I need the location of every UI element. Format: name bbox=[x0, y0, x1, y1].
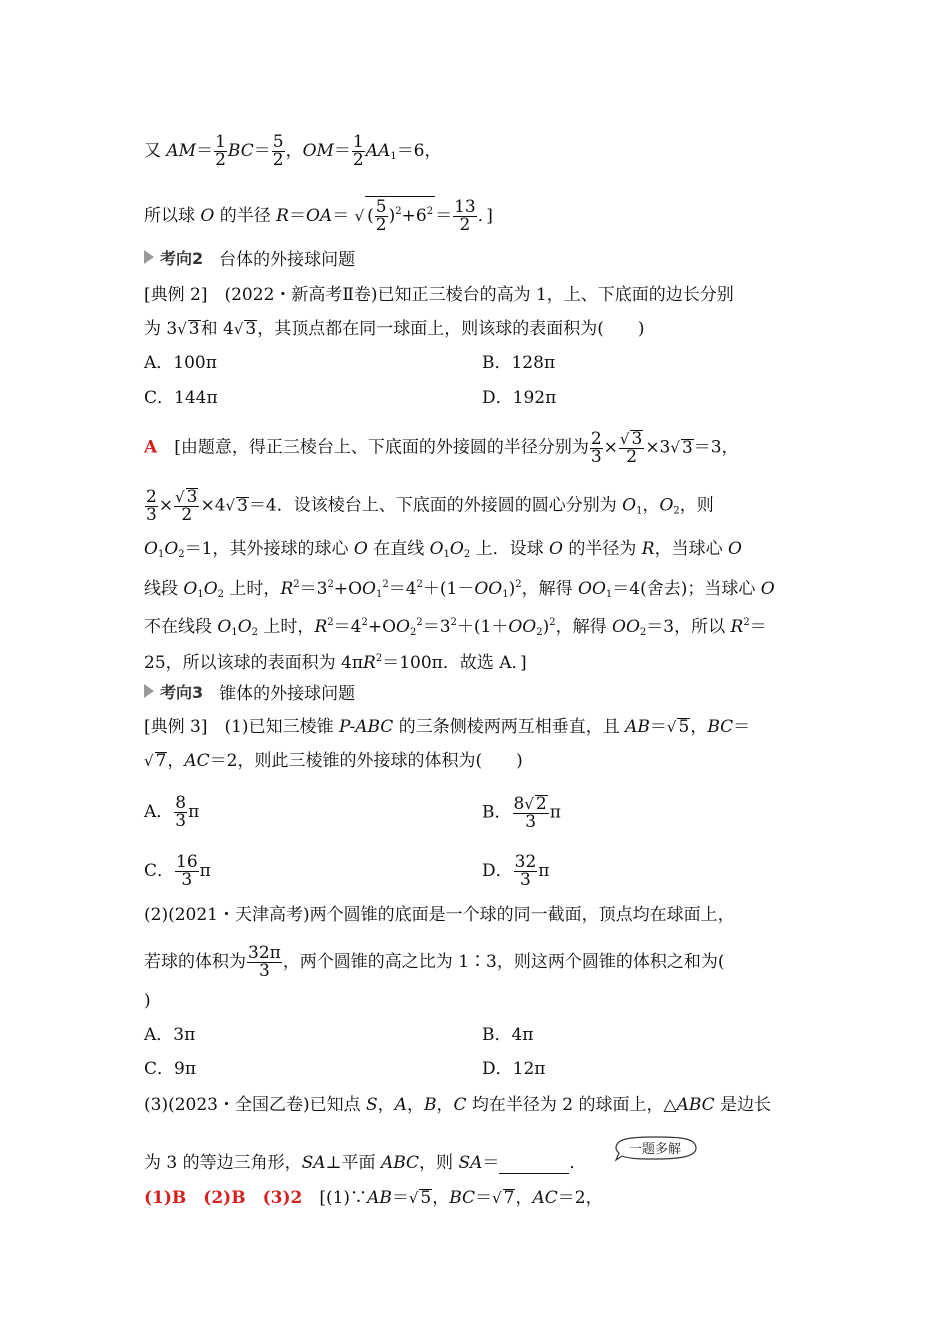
ex3-option-d: D． $\frac{32}{3}$ π bbox=[482, 852, 550, 890]
triangle-marker-icon bbox=[144, 684, 154, 698]
solution2-line5: 不在线段 $O_1O_2$ 上时，$R^2=4^2+OO_2^2=3^2+(1+OO_2)^2$，解得 $OO_2=3$，所以 $R^2=$ bbox=[144, 617, 767, 638]
example3-2-line2: 若球的体积为 $\frac{32\pi}{3}$ ，两个圆锥的高之比为 1∶3，则这两个圆锥的体积之和为( bbox=[144, 943, 725, 981]
triangle-marker-icon bbox=[144, 250, 154, 264]
option-b: B．128π bbox=[482, 353, 556, 373]
example3-3-line1: (3)(2023・全国乙卷)已知点 S，A，B，C 均在半径为 2 的球面上，△ABC 是边长 bbox=[144, 1095, 772, 1115]
ex3b-option-b: B．4π bbox=[482, 1025, 534, 1045]
example3-3-line2: 为 3 的等边三角形，SA⊥平面 ABC，则 SA＝ ． bbox=[144, 1153, 587, 1173]
solution2-line6: 25，所以该球的表面积为 $4\pi R^2=100\pi$．故选 A．] bbox=[144, 653, 527, 673]
example2-line2: 为 3√ 3和 4√ 3，其顶点都在同一球面上，则该球的表面积为( ) bbox=[144, 319, 645, 339]
solution2-line1: A [由题意，得正三棱台上、下底面的外接圆的半径分别为 $\frac{2}{3}$ × $\frac{√ 3}{2}$ ×3√ 3＝3， bbox=[144, 428, 739, 467]
ex3-option-b: B． $\frac{8√ 2}{3}$ π bbox=[482, 794, 561, 832]
example3-line1: [典例 3] (1)已知三棱锥 P-ABC 的三条侧棱两两互相垂直，且 AB＝√ 5，BC＝ bbox=[144, 717, 751, 737]
answer3-line: (1)B (2)B (3)2 [(1)∵AB＝√ 5，BC＝√ 7，AC＝2， bbox=[144, 1188, 603, 1208]
ex3b-option-a: A．3π bbox=[144, 1025, 196, 1045]
example3-line2: √ 7，AC＝2，则此三棱锥的外接球的体积为( ) bbox=[144, 751, 523, 771]
section-header-3: 考向3 锥体的外接球问题 bbox=[144, 679, 355, 703]
answer-blank bbox=[499, 1155, 569, 1174]
solution2-line2: $\frac{2}{3}$ × $\frac{√ 3}{2}$ ×4√ 3＝4．设该棱台上、下底面的外接圆的圆心分别为 $O_1$，$O_2$，则 bbox=[146, 486, 714, 525]
multi-solution-badge: 一题多解 bbox=[612, 1134, 700, 1162]
option-c: C．144π bbox=[144, 388, 218, 408]
option-d: D．192π bbox=[482, 388, 557, 408]
ex3-option-a: A． $\frac{8}{3}$ π bbox=[144, 793, 200, 831]
line-am-om: 又 AM＝ $\frac{1}{2}$ BC＝ $\frac{5}{2}$ ，OM＝ $\frac{1}{2}$ $AA_1=6$， bbox=[144, 132, 442, 170]
solution2-line4: 线段 $O_1O_2$ 上时，$R^2=3^2+OO_1^2=4^2+(1-OO_1)^2$，解得 $OO_1=4$(舍去)；当球心 O bbox=[144, 579, 775, 600]
option-a: A．100π bbox=[144, 353, 217, 373]
ex3b-option-d: D．12π bbox=[482, 1059, 546, 1079]
solution2-line3: $O_1O_2=1$，其外接球的球心 O 在直线 $O_1O_2$ 上．设球 O 的半径为 R，当球心 O bbox=[144, 539, 742, 560]
example3-2-line1: (2)(2021・天津高考)两个圆锥的底面是一个球的同一截面，顶点均在球面上， bbox=[144, 905, 735, 925]
ex3b-option-c: C．9π bbox=[144, 1059, 196, 1079]
example3-2-line3: ) bbox=[144, 991, 151, 1011]
section-header-2: 考向2 台体的外接球问题 bbox=[144, 245, 355, 269]
ex3-option-c: C． $\frac{16}{3}$ π bbox=[144, 852, 211, 890]
line-radius: 所以球 O 的半径 R＝OA＝ √ ( $\frac{5}{2}$ )$^2+6^2$ ＝ $\frac{13}{2}$ ．] bbox=[144, 197, 493, 235]
example2-line1: [典例 2] (2022・新高考Ⅱ卷)已知正三棱台的高为 1，上、下底面的边长分别 bbox=[144, 285, 734, 305]
